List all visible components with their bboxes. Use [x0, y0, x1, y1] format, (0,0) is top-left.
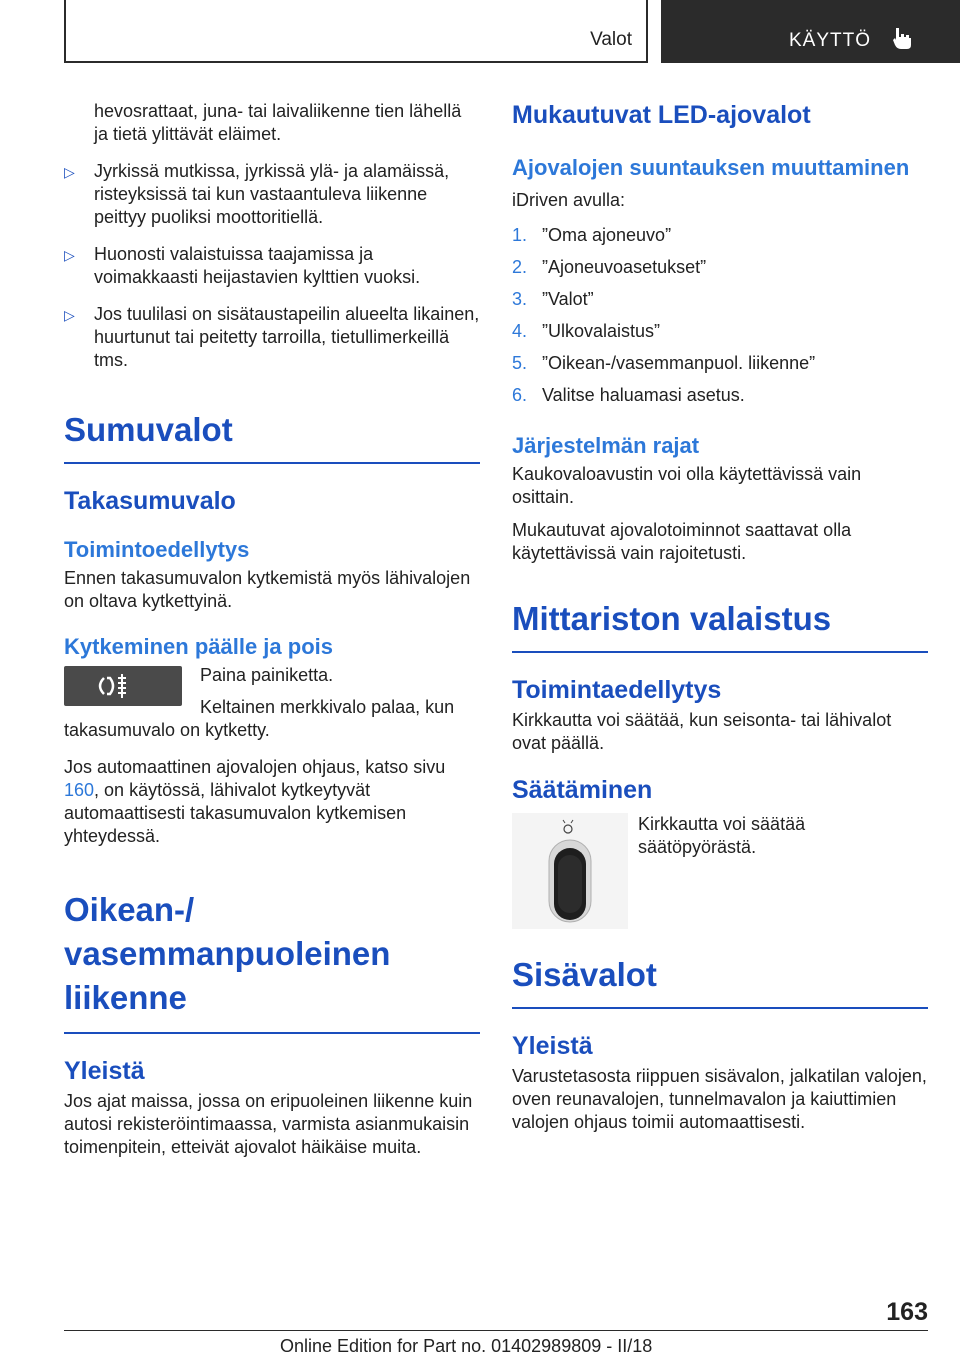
heading-toimintaedellytys: Toimintaedellytys — [512, 676, 722, 704]
auto-text-part2: , on käytössä, lähivalot kytkeytyvät automaattisesti takasumuvalon kytkemisen yhteydessä. — [64, 780, 407, 846]
page-number: 163 — [886, 1298, 928, 1326]
list-item — [512, 352, 928, 375]
page-link-160[interactable]: 160 — [64, 780, 95, 800]
toimintoedellytys-text: Ennen takasumuvalon kytkemistä myös lähivalojen on oltava kytkettyinä. — [64, 568, 471, 611]
yleista-left-text: Jos ajat maissa, jossa on eripuoleinen liikenne kuin autosi rekisteröintimaassa, varmista asianmukaisin toimenpitein, etteivät ajovalot häikäise muita. — [64, 1091, 473, 1157]
rajat-text-1: Kaukovaloavustin voi olla käytettävissä vain osittain. — [512, 464, 862, 507]
step-text: ”Ajoneuvoasetukset” — [542, 257, 707, 277]
paina-text: Paina painiketta. — [200, 665, 334, 685]
heading-saataminen: Säätäminen — [512, 776, 653, 804]
yleista-right-text: Varustetasosta riippuen sisävalon, jalkatilan valojen, oven reunavalojen, tunnelmavalon ja kaiuttimien valojen ohjaus toimii automaattisesti. — [512, 1066, 927, 1132]
list-item — [512, 224, 928, 247]
dimmer-wheel-image — [512, 813, 628, 929]
header-section-title: Valot — [590, 29, 632, 50]
left-column — [64, 100, 480, 1159]
heading-suuntaus: Ajovalojen suuntauksen muuttaminen — [512, 155, 910, 180]
bullet-text: Jyrkissä mutkissa, jyrkissä ylä- ja alamäissä, risteyksissä tai kun vastaantuleva liikenne peittyy puoliksi moottoritiellä. — [94, 161, 450, 227]
heading-sisavalot: Sisävalot — [512, 955, 928, 1009]
heading-yleista-right: Yleistä — [512, 1032, 593, 1060]
bullet-text: Huonosti valaistuissa taajamissa ja voimakkaasti heijastavien kylttien vuoksi. — [94, 244, 421, 287]
list-item — [512, 288, 928, 311]
triangle-bullet-icon: ▷ — [64, 307, 75, 323]
rajat-text-2: Mukautuvat ajovalotoiminnot saattavat olla käytettävissä vain rajoitetusti. — [512, 520, 852, 563]
pointing-hand-icon — [892, 26, 914, 50]
dimmer-instruction — [512, 813, 928, 929]
button-instruction — [64, 664, 480, 742]
step-text: Valitse haluamasi asetus. — [542, 385, 745, 405]
heading-oikean-vasemmanpuoleinen: Oikean-/ vasemmanpuoleinen liikenne — [64, 888, 480, 1034]
auto-text-part1: Jos automaattinen ajovalojen ohjaus, katso sivu — [64, 757, 446, 777]
idrive-text: iDriven avulla: — [512, 190, 626, 210]
step-number: 3. — [512, 289, 528, 309]
automatic-lights-text — [64, 756, 480, 848]
heading-mittaristo: Mittariston valaistus — [512, 599, 928, 653]
list-item — [512, 256, 928, 279]
dimmer-wheel-icon — [512, 813, 628, 929]
rear-fog-light-icon — [64, 666, 182, 706]
saataminen-text: Kirkkautta voi säätää säätöpyörästä. — [638, 814, 806, 857]
step-number: 2. — [512, 257, 528, 277]
list-item — [512, 384, 928, 407]
intro-continuation: hevosrattaat, juna- tai laivaliikenne tien lähellä ja tietä ylittävät eläimet. — [94, 101, 462, 144]
step-text: ”Ulkovalaistus” — [542, 321, 661, 341]
triangle-bullet-icon: ▷ — [64, 247, 75, 263]
list-item — [64, 303, 480, 372]
rear-fog-light-button-image — [64, 666, 182, 706]
header-chapter-tab — [661, 0, 960, 63]
heading-takasumuvalo: Takasumuvalo — [64, 487, 236, 515]
list-item — [512, 320, 928, 343]
step-number: 6. — [512, 385, 528, 405]
header-section-box — [64, 0, 648, 63]
heading-toimintoedellytys: Toimintoedellytys — [64, 537, 250, 562]
heading-kytkeminen: Kytkeminen päälle ja pois — [64, 634, 333, 659]
list-item — [64, 160, 480, 229]
step-text: ”Oma ajoneuvo” — [542, 225, 672, 245]
footer-divider — [64, 1330, 928, 1331]
step-number: 5. — [512, 353, 528, 373]
right-column — [512, 100, 928, 1134]
step-text: ”Valot” — [542, 289, 594, 309]
triangle-bullet-icon: ▷ — [64, 164, 75, 180]
step-number: 1. — [512, 225, 528, 245]
steps-list — [512, 224, 928, 407]
step-number: 4. — [512, 321, 528, 341]
bullet-text: Jos tuulilasi on sisätaustapeilin alueelta likainen, huurtunut tai peitetty tarroilla, tietullimerkeillä tms. — [94, 304, 480, 370]
footer-edition: Online Edition for Part no. 01402989809 - II/18 — [280, 1336, 653, 1356]
heading-rajat: Järjestelmän rajat — [512, 433, 700, 458]
toimintaedellytys-text: Kirkkautta voi säätää, kun seisonta- tai lähivalot ovat päällä. — [512, 710, 892, 753]
step-text: ”Oikean-/vasemmanpuol. liikenne” — [542, 353, 816, 373]
heading-sumuvalot: Sumuvalot — [64, 410, 480, 464]
list-item — [64, 243, 480, 289]
header-chapter-title: KÄYTTÖ — [789, 30, 872, 51]
heading-yleista-left: Yleistä — [64, 1057, 145, 1085]
keltainen-text: Keltainen merkkivalo palaa, kun takasumuvalo on kytketty. — [64, 697, 455, 740]
heading-led-ajovalot: Mukautuvat LED-ajovalot — [512, 101, 811, 129]
